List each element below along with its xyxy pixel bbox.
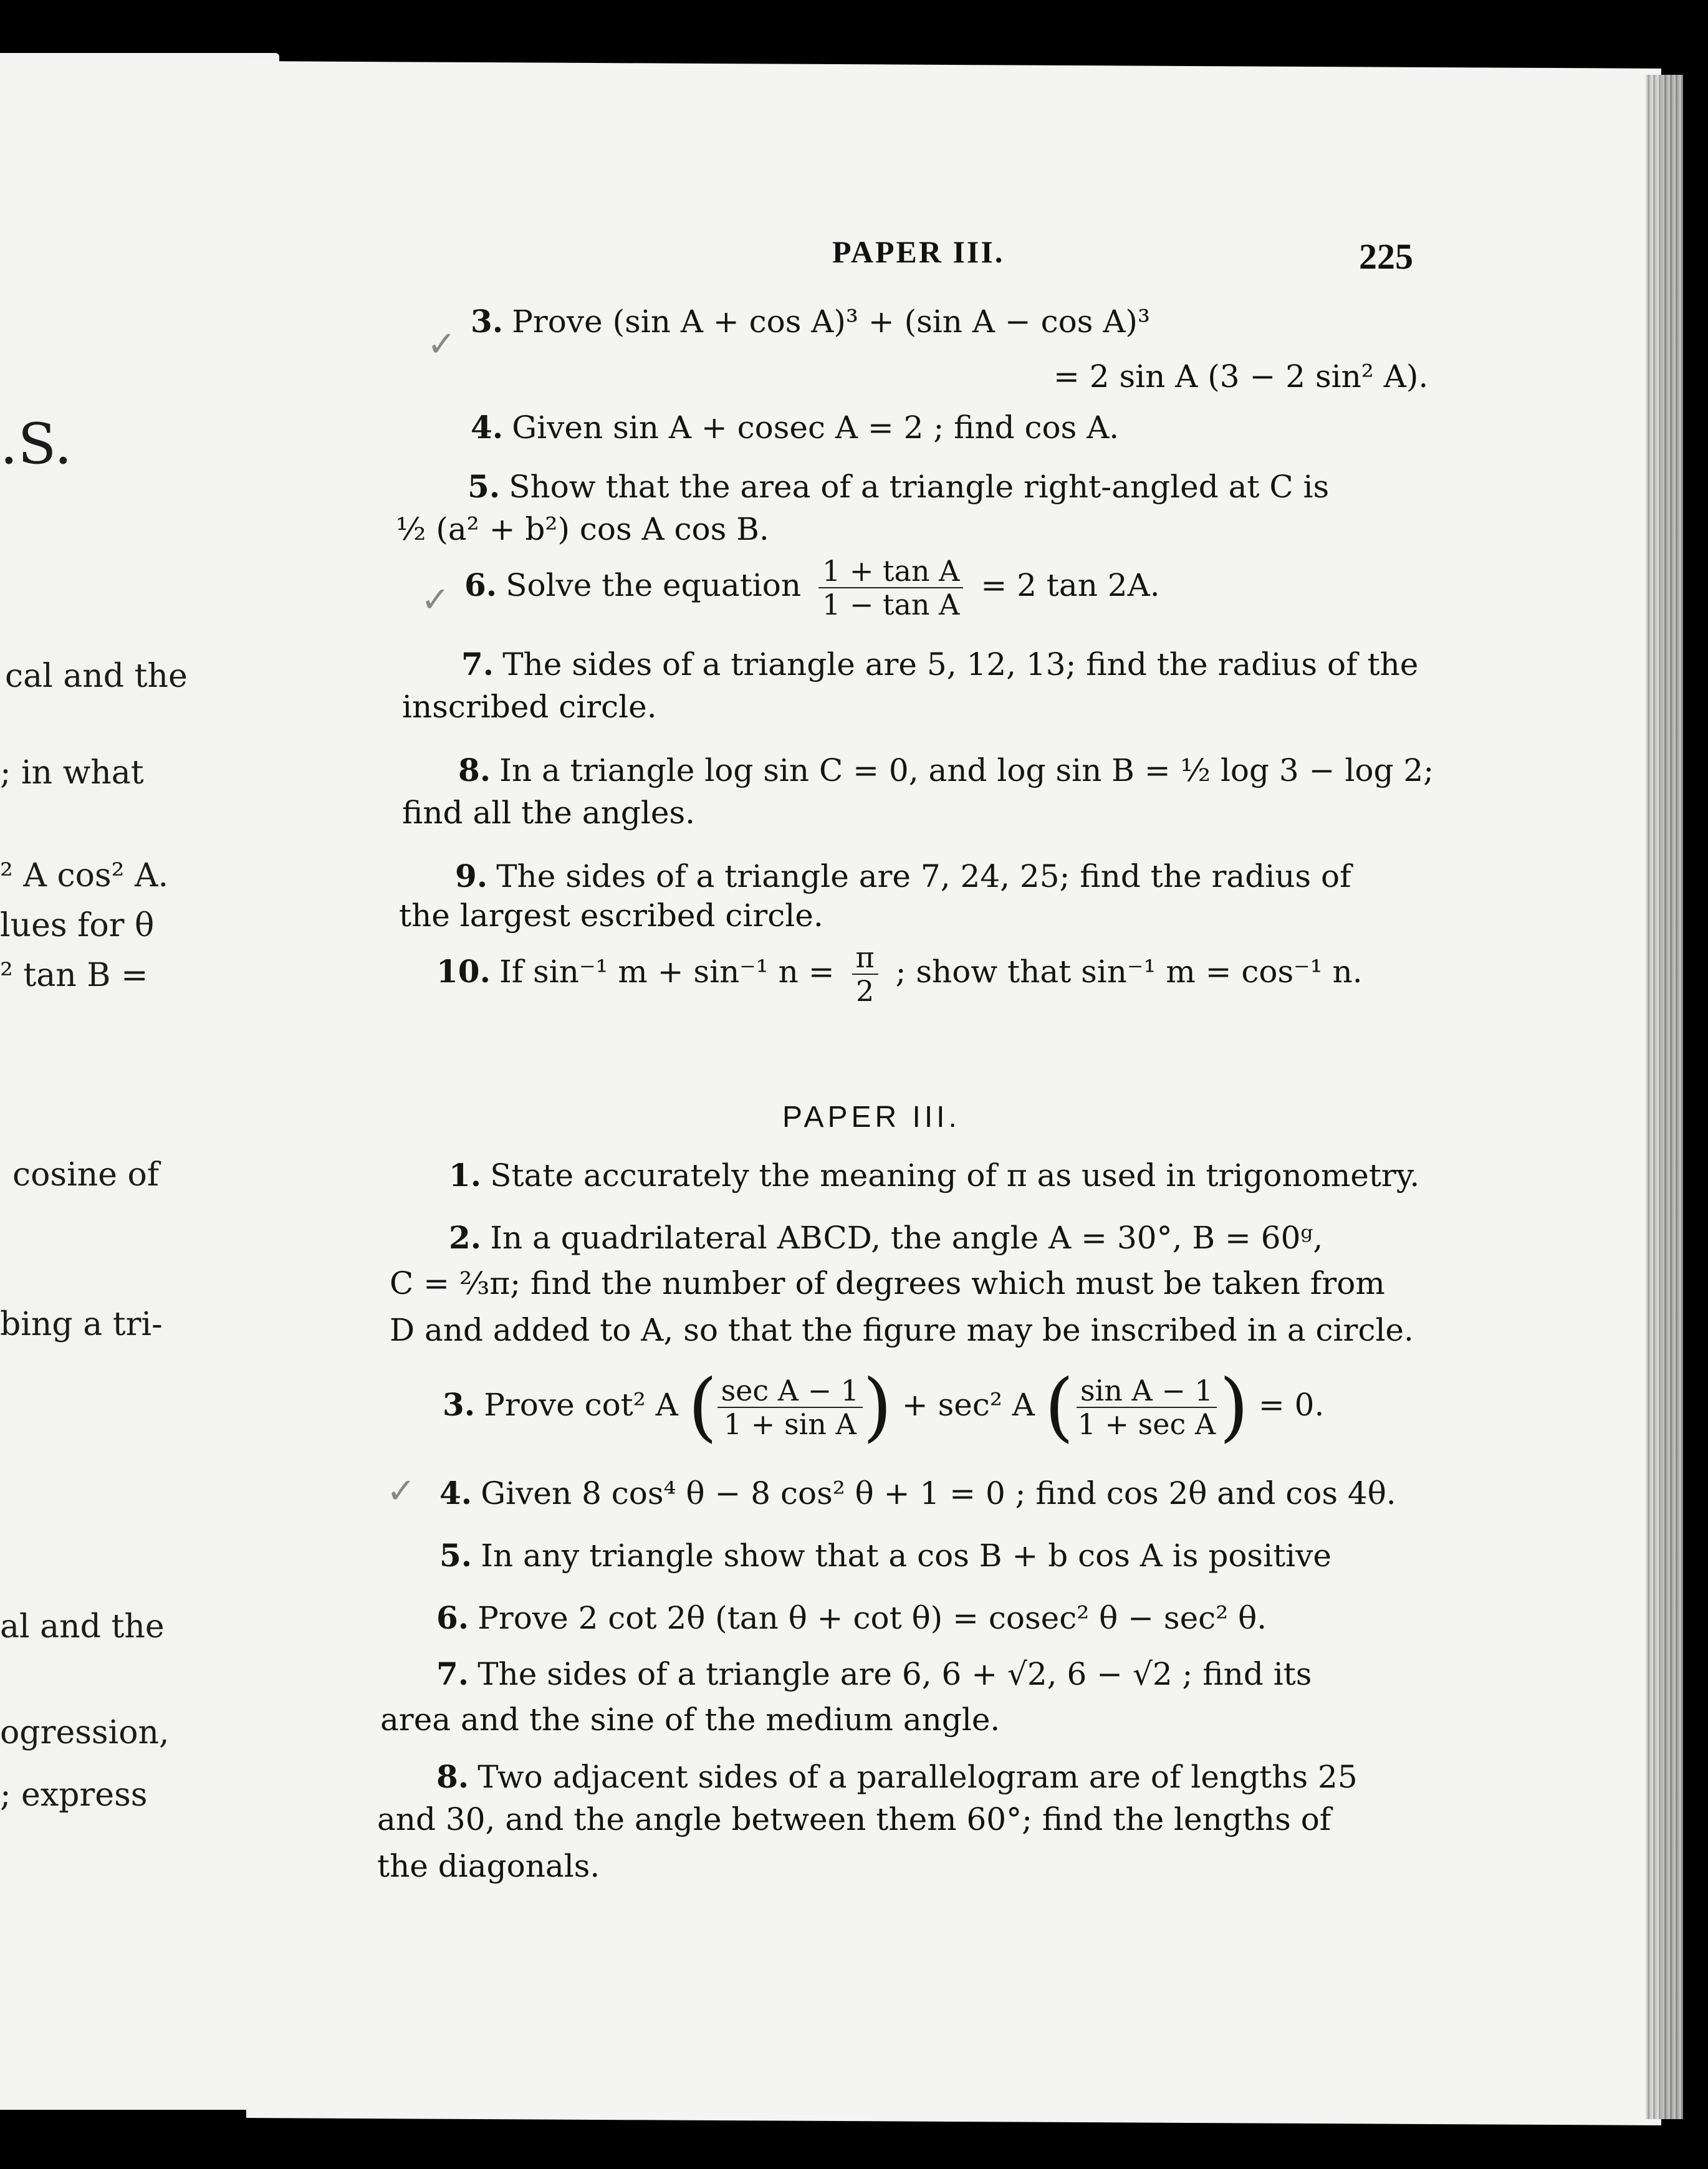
problem-number: 5. — [439, 1537, 473, 1574]
problem-number: 3. — [471, 303, 504, 340]
problem-text: Given sin A + cosec A = 2 ; find cos A. — [512, 409, 1120, 446]
problem-text: Show that the area of a triangle right-angled at C is — [509, 469, 1330, 505]
problem-9-continuation: the largest escribed circle. — [399, 898, 823, 934]
problem-text-after: = 2 tan 2A. — [981, 567, 1160, 603]
left-fragment: ; in what — [0, 754, 144, 792]
pencil-check-icon: ✓ — [421, 580, 450, 620]
problem-number: 5. — [468, 468, 501, 505]
problem-7-continuation: inscribed circle. — [402, 689, 657, 725]
problem-text-after: ; show that sin⁻¹ m = cos⁻¹ n. — [895, 954, 1363, 990]
pencil-check-icon: ✓ — [427, 324, 456, 365]
page-number: 225 — [1359, 236, 1413, 277]
left-fragment: ² tan B = — [0, 957, 148, 994]
problem-8-continuation: find all the angles. — [402, 795, 696, 831]
problem-3 — [471, 299, 1150, 344]
problem-7 — [461, 642, 1418, 687]
problem-text-after: = 0. — [1258, 1387, 1325, 1423]
fraction: $\frac{\pi}{2}$ — [852, 941, 878, 1007]
problem-b4 — [439, 1471, 1396, 1516]
problem-b2 — [449, 1215, 1323, 1260]
problem-b7-continuation: area and the sine of the medium angle. — [380, 1702, 1000, 1738]
running-header: PAPER III. — [832, 234, 1005, 269]
left-fragment: ; express — [0, 1776, 148, 1814]
problem-number: 8. — [458, 752, 491, 788]
problem-b7 — [436, 1652, 1312, 1697]
left-fragment: .S. — [0, 411, 72, 477]
problem-b5 — [439, 1533, 1331, 1578]
problem-number: 6. — [436, 1599, 469, 1636]
problem-9 — [455, 854, 1351, 899]
problem-number: 1. — [449, 1157, 482, 1194]
problem-number: 4. — [439, 1475, 473, 1511]
problem-number: 10. — [436, 953, 491, 990]
problem-text: Prove 2 cot 2θ (tan θ + cot θ) = cosec² θ − sec² θ. — [477, 1600, 1267, 1636]
right-paren: ) — [863, 1364, 892, 1450]
problem-4 — [471, 405, 1119, 450]
problem-b8-continuation: and 30, and the angle between them 60°; find the lengths of — [377, 1801, 1331, 1837]
left-fragment: al and the — [0, 1608, 165, 1645]
problem-number: 7. — [461, 646, 494, 682]
problem-10 — [436, 941, 1363, 1007]
problem-text: Prove (sin A + cos A)³ + (sin A − cos A)³ — [512, 304, 1150, 340]
left-fragment: ² A cos² A. — [0, 857, 169, 894]
problem-text: In any triangle show that a cos B + b cos A is positive — [481, 1538, 1331, 1574]
left-fragment: cosine of — [12, 1156, 160, 1194]
problem-number: 7. — [436, 1655, 469, 1692]
problem-3-continuation: = 2 sin A (3 − 2 sin² A). — [1053, 358, 1429, 395]
page-edges — [1646, 75, 1683, 2119]
fraction: $\frac{\text{1 + tan A}}{\text{1 − tan A}}$ — [818, 555, 963, 621]
left-fragment: cal and the — [5, 658, 188, 695]
problem-number: 8. — [436, 1758, 469, 1795]
problem-text: The sides of a triangle are 5, 12, 13; find the radius of the — [502, 646, 1419, 682]
left-fragment: bing a tri- — [0, 1306, 163, 1343]
left-fragment: ogression, — [0, 1714, 170, 1751]
problem-5-continuation: ½ (a² + b²) cos A cos B. — [396, 511, 769, 547]
problem-b3 — [443, 1364, 1325, 1450]
problem-b2-continuation: C = ⅔π; find the number of degrees which must be taken from — [390, 1265, 1385, 1301]
problem-number: 3. — [443, 1386, 476, 1423]
left-fragment: lues for θ — [0, 907, 155, 944]
problem-b1 — [449, 1153, 1419, 1198]
problem-text: If sin⁻¹ m + sin⁻¹ n = — [499, 954, 835, 990]
fraction: $\frac{\text{sec A − 1}}{\text{1 + sin A}}$ — [717, 1374, 863, 1440]
problem-text: The sides of a triangle are 7, 24, 25; find the radius of — [496, 858, 1351, 894]
problem-number: 2. — [449, 1219, 482, 1256]
left-paren: ( — [1044, 1364, 1074, 1450]
problem-b8 — [436, 1755, 1358, 1799]
problem-number: 6. — [464, 567, 497, 603]
pencil-check-icon: ✓ — [386, 1471, 416, 1511]
problem-number: 9. — [455, 858, 488, 894]
problem-number: 4. — [471, 409, 504, 446]
left-paren: ( — [688, 1364, 717, 1450]
right-paren: ) — [1219, 1364, 1249, 1450]
problem-b8-continuation: the diagonals. — [377, 1848, 600, 1884]
fraction: $\frac{\text{sin A − 1}}{\text{1 + sec A}}$ — [1077, 1374, 1216, 1441]
problem-text: Two adjacent sides of a parallelogram are of lengths 25 — [477, 1759, 1358, 1795]
section-title: PAPER III. — [782, 1101, 961, 1134]
problem-text: Solve the equation — [506, 567, 802, 603]
problem-text: State accurately the meaning of π as used in trigonometry. — [490, 1157, 1420, 1194]
problem-6 — [464, 555, 1160, 621]
problem-b2-continuation: D and added to A, so that the figure may be inscribed in a circle. — [390, 1312, 1414, 1348]
problem-text: In a quadrilateral ABCD, the angle A = 30°, B = 60ᵍ, — [490, 1220, 1323, 1256]
problem-b6 — [436, 1596, 1267, 1640]
problem-text: The sides of a triangle are 6, 6 + √2, 6 − √2 ; find its — [477, 1656, 1312, 1692]
problem-text-mid: + sec² A — [901, 1387, 1035, 1423]
problem-text: Given 8 cos⁴ θ − 8 cos² θ + 1 = 0 ; find cos 2θ and cos 4θ. — [481, 1475, 1396, 1511]
problem-8 — [458, 748, 1434, 793]
problem-5 — [468, 464, 1415, 509]
problem-text: In a triangle log sin C = 0, and log sin B = ½ log 3 − log 2; — [499, 752, 1434, 788]
problem-text: Prove cot² A — [484, 1387, 678, 1423]
